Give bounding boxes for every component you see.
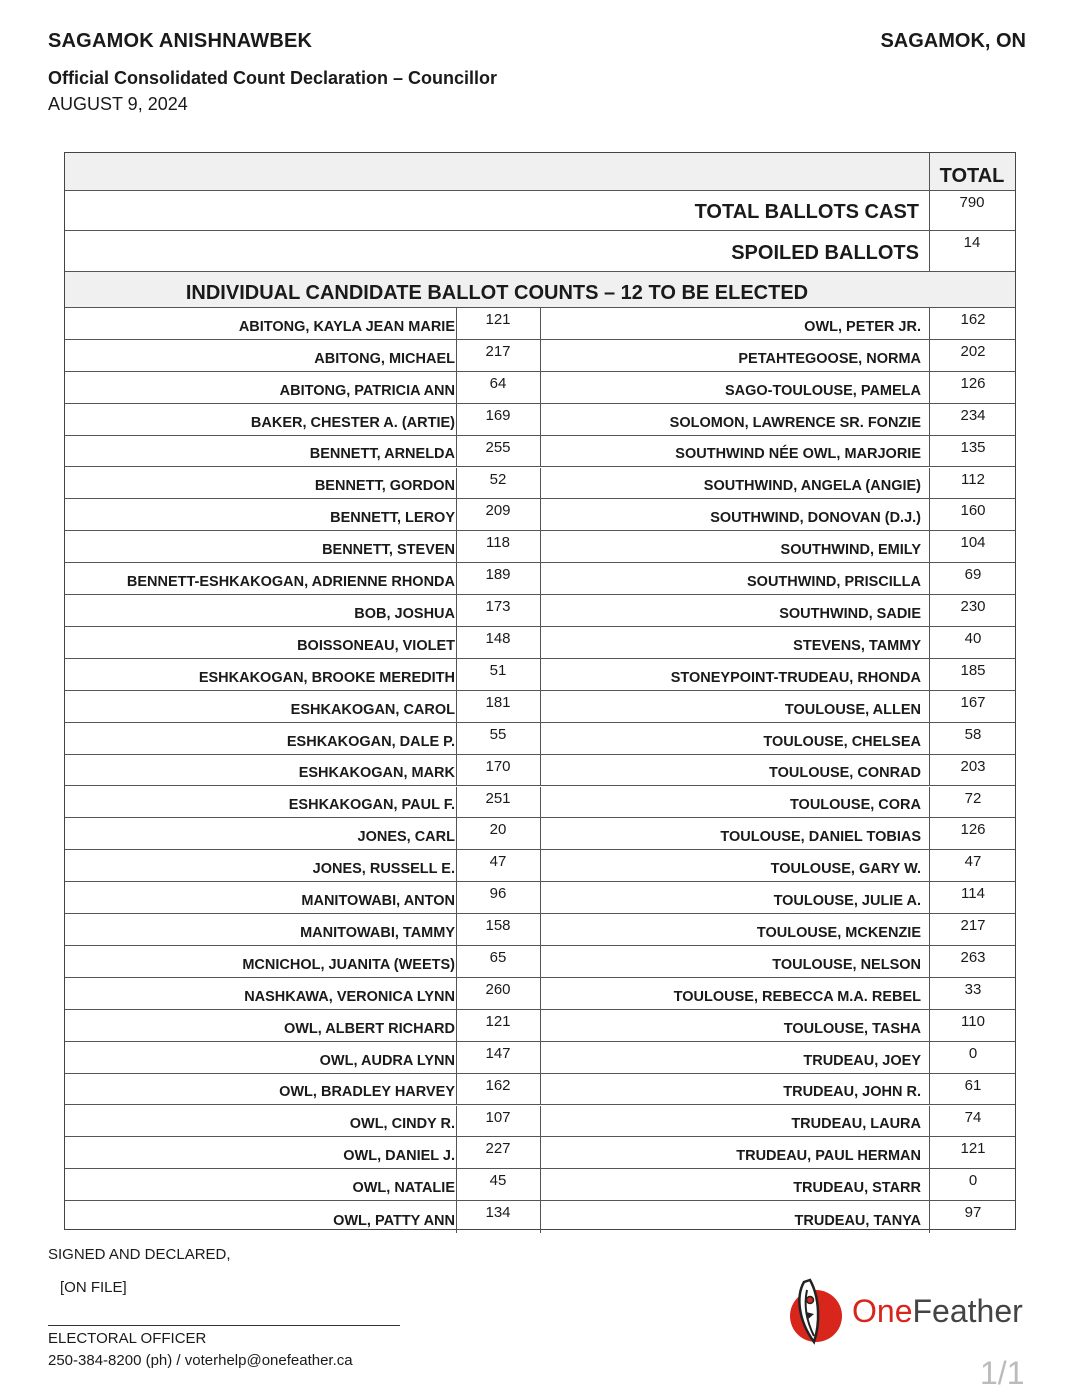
section-title: INDIVIDUAL CANDIDATE BALLOT COUNTS – 12 TO BE ELECTED bbox=[185, 282, 809, 304]
table-row bbox=[65, 914, 1015, 946]
header-location: SAGAMOK, ON bbox=[880, 30, 1026, 52]
candidate-votes: 72 bbox=[964, 789, 982, 807]
table-row bbox=[65, 946, 1015, 978]
table-row bbox=[65, 1074, 1015, 1106]
signed-declared: SIGNED AND DECLARED, bbox=[48, 1246, 231, 1263]
candidate-votes: 263 bbox=[960, 949, 986, 966]
candidate-name: OWL, NATALIE bbox=[352, 1180, 455, 1197]
document-title: Official Consolidated Count Declaration – Councillor bbox=[48, 68, 498, 88]
candidate-name: TOULOUSE, ALLEN bbox=[784, 701, 921, 718]
table-row bbox=[65, 818, 1015, 850]
candidate-name: OWL, CINDY R. bbox=[349, 1116, 455, 1133]
candidate-votes: 230 bbox=[960, 598, 986, 616]
candidate-votes: 118 bbox=[486, 534, 510, 552]
candidate-votes: 227 bbox=[485, 1140, 511, 1158]
candidate-name: SOUTHWIND, EMILY bbox=[780, 542, 921, 559]
candidate-votes: 260 bbox=[485, 980, 511, 998]
candidate-votes: 217 bbox=[960, 917, 986, 935]
candidate-name: OWL, DANIEL J. bbox=[343, 1148, 455, 1165]
candidate-name: ABITONG, KAYLA JEAN MARIE bbox=[238, 318, 455, 335]
candidate-name: BENNETT, LEROY bbox=[330, 510, 455, 527]
candidate-votes: 134 bbox=[485, 1204, 511, 1222]
candidate-votes: 97 bbox=[964, 1204, 982, 1222]
candidate-votes: 148 bbox=[485, 630, 511, 647]
table-row bbox=[65, 1106, 1015, 1138]
candidate-votes: 209 bbox=[485, 502, 511, 520]
candidate-name: TOULOUSE, MCKENZIE bbox=[756, 924, 921, 941]
candidate-votes: 185 bbox=[960, 661, 986, 679]
table-row bbox=[65, 1010, 1015, 1042]
table-row bbox=[65, 723, 1015, 755]
candidate-votes: 121 bbox=[960, 1140, 986, 1158]
candidate-votes: 189 bbox=[485, 566, 511, 584]
candidate-votes: 33 bbox=[964, 980, 982, 998]
candidate-name: NASHKAWA, VERONICA LYNN bbox=[244, 988, 455, 1005]
candidate-name: TRUDEAU, PAUL HERMAN bbox=[736, 1148, 921, 1165]
candidate-name: OWL, ALBERT RICHARD bbox=[283, 1020, 455, 1037]
candidate-name: BAKER, CHESTER A. (ARTIE) bbox=[250, 414, 455, 431]
candidate-name: BENNETT-ESHKAKOGAN, ADRIENNE RHONDA bbox=[126, 574, 455, 591]
table-row bbox=[65, 1137, 1015, 1169]
page-number: 1/1 bbox=[980, 1355, 1025, 1391]
candidate-votes: 255 bbox=[485, 438, 511, 456]
candidate-votes: 169 bbox=[485, 406, 511, 424]
candidate-votes: 96 bbox=[489, 885, 507, 903]
section-title-row bbox=[65, 272, 1015, 308]
candidate-name: SOUTHWIND, DONOVAN (D.J.) bbox=[710, 510, 921, 527]
candidate-votes: 203 bbox=[960, 757, 986, 775]
candidate-name: TOULOUSE, CORA bbox=[789, 797, 921, 814]
results-table bbox=[64, 152, 1016, 1230]
candidate-name: TOULOUSE, JULIE A. bbox=[773, 893, 921, 910]
candidate-name: TRUDEAU, TANYA bbox=[794, 1213, 921, 1230]
table-row bbox=[65, 563, 1015, 595]
candidate-name: TOULOUSE, TASHA bbox=[783, 1020, 921, 1037]
onefeather-logo-text bbox=[852, 1293, 1023, 1330]
candidate-votes: 47 bbox=[489, 853, 507, 871]
candidate-name: SOUTHWIND, PRISCILLA bbox=[747, 574, 921, 591]
candidate-name: STEVENS, TAMMY bbox=[793, 637, 921, 654]
spoiled-ballots-row bbox=[65, 231, 1015, 272]
candidate-votes: 160 bbox=[960, 502, 986, 520]
candidate-name: ESHKAKOGAN, BROOKE MEREDITH bbox=[198, 669, 455, 686]
candidate-votes: 135 bbox=[960, 438, 986, 456]
candidate-name: PETAHTEGOOSE, NORMA bbox=[738, 350, 921, 367]
signature-on-file: [ON FILE] bbox=[60, 1279, 127, 1296]
table-row bbox=[65, 1169, 1015, 1201]
table-row bbox=[65, 531, 1015, 563]
candidate-votes: 121 bbox=[485, 311, 511, 328]
candidate-votes: 74 bbox=[964, 1108, 982, 1126]
candidate-votes: 47 bbox=[964, 853, 982, 871]
table-row bbox=[65, 372, 1015, 404]
candidate-votes: 114 bbox=[961, 885, 985, 903]
candidate-votes: 147 bbox=[485, 1044, 511, 1062]
candidate-votes: 234 bbox=[960, 406, 986, 424]
candidate-name: OWL, BRADLEY HARVEY bbox=[279, 1084, 455, 1101]
table-row bbox=[65, 340, 1015, 372]
candidate-votes: 126 bbox=[960, 374, 986, 392]
candidate-votes: 64 bbox=[489, 374, 507, 392]
candidate-name: ESHKAKOGAN, DALE P. bbox=[286, 733, 455, 750]
candidate-name: STONEYPOINT-TRUDEAU, RHONDA bbox=[670, 669, 921, 686]
candidate-name: BENNETT, ARNELDA bbox=[309, 446, 455, 463]
candidate-name: OWL, PATTY ANN bbox=[333, 1213, 455, 1230]
candidate-votes: 126 bbox=[960, 821, 986, 839]
candidate-name: MCNICHOL, JUANITA (WEETS) bbox=[242, 956, 455, 973]
candidate-votes: 162 bbox=[960, 311, 986, 328]
candidate-votes: 20 bbox=[489, 821, 507, 839]
header-organization: SAGAMOK ANISHNAWBEK bbox=[48, 30, 313, 52]
candidate-votes: 173 bbox=[485, 598, 511, 616]
total-ballots-label: TOTAL BALLOTS CAST bbox=[694, 201, 919, 223]
table-header-row bbox=[65, 153, 1015, 191]
candidate-votes: 45 bbox=[489, 1172, 507, 1190]
candidate-name: TOULOUSE, DANIEL TOBIAS bbox=[720, 829, 921, 846]
total-ballots-value: 790 bbox=[959, 194, 985, 211]
table-row bbox=[65, 308, 1015, 340]
candidate-votes: 52 bbox=[489, 470, 507, 488]
candidate-name: SOUTHWIND NÉE OWL, MARJORIE bbox=[675, 446, 921, 463]
table-row bbox=[65, 787, 1015, 819]
candidate-name: TRUDEAU, JOEY bbox=[803, 1052, 921, 1069]
candidate-name: BOB, JOSHUA bbox=[354, 605, 455, 622]
logo-one-text: One bbox=[852, 1293, 913, 1329]
candidate-votes: 162 bbox=[485, 1076, 511, 1094]
candidate-name: SAGO-TOULOUSE, PAMELA bbox=[724, 382, 921, 399]
candidate-votes: 58 bbox=[964, 725, 982, 743]
candidate-votes: 51 bbox=[489, 661, 507, 679]
candidate-votes: 251 bbox=[485, 789, 511, 807]
document-date: AUGUST 9, 2024 bbox=[48, 94, 188, 114]
signature-line bbox=[48, 1325, 400, 1326]
candidate-votes: 69 bbox=[964, 566, 982, 584]
table-row bbox=[65, 468, 1015, 500]
candidate-name: MANITOWABI, ANTON bbox=[301, 893, 455, 910]
candidate-votes: 61 bbox=[964, 1076, 982, 1094]
table-row bbox=[65, 882, 1015, 914]
table-row bbox=[65, 1042, 1015, 1074]
table-row bbox=[65, 850, 1015, 882]
total-column-header: TOTAL bbox=[939, 165, 1005, 187]
table-row bbox=[65, 595, 1015, 627]
candidate-name: BENNETT, STEVEN bbox=[322, 542, 455, 559]
candidate-votes: 170 bbox=[485, 757, 511, 775]
candidate-votes: 0 bbox=[968, 1172, 978, 1190]
candidate-name: TRUDEAU, STARR bbox=[793, 1180, 921, 1197]
candidate-name: ABITONG, PATRICIA ANN bbox=[279, 382, 455, 399]
candidate-name: SOUTHWIND, SADIE bbox=[779, 605, 921, 622]
candidate-votes: 167 bbox=[960, 693, 986, 711]
candidate-name: TOULOUSE, CHELSEA bbox=[763, 733, 921, 750]
candidate-name: ESHKAKOGAN, PAUL F. bbox=[288, 797, 455, 814]
table-row bbox=[65, 436, 1015, 468]
candidate-votes: 217 bbox=[485, 342, 511, 360]
candidate-votes: 112 bbox=[961, 470, 985, 488]
candidate-name: OWL, PETER JR. bbox=[804, 318, 921, 335]
candidate-name: ESHKAKOGAN, MARK bbox=[298, 765, 455, 782]
candidate-name: SOUTHWIND, ANGELA (ANGIE) bbox=[703, 478, 921, 495]
candidate-votes: 40 bbox=[964, 630, 982, 647]
candidate-votes: 55 bbox=[489, 725, 507, 743]
candidate-name: OWL, AUDRA LYNN bbox=[319, 1052, 455, 1069]
candidate-name: TOULOUSE, CONRAD bbox=[769, 765, 921, 782]
spoiled-ballots-label: SPOILED BALLOTS bbox=[731, 242, 919, 264]
spoiled-ballots-value: 14 bbox=[963, 234, 981, 251]
candidate-name: TOULOUSE, GARY W. bbox=[770, 861, 921, 878]
table-row bbox=[65, 627, 1015, 659]
candidate-name: ESHKAKOGAN, CAROL bbox=[290, 701, 455, 718]
table-row bbox=[65, 404, 1015, 436]
candidate-votes: 107 bbox=[485, 1108, 511, 1126]
candidate-votes: 0 bbox=[968, 1044, 978, 1062]
logo-feather-text: Feather bbox=[912, 1293, 1023, 1329]
candidate-name: BENNETT, GORDON bbox=[314, 478, 455, 495]
electoral-officer-label: ELECTORAL OFFICER bbox=[48, 1330, 207, 1347]
candidate-votes: 65 bbox=[489, 949, 507, 966]
candidate-name: SOLOMON, LAWRENCE SR. FONZIE bbox=[669, 414, 921, 431]
candidate-name: MANITOWABI, TAMMY bbox=[300, 924, 455, 941]
candidate-name: ABITONG, MICHAEL bbox=[314, 350, 455, 367]
candidate-votes: 104 bbox=[960, 534, 986, 552]
feather-icon bbox=[786, 1276, 844, 1346]
candidate-votes: 121 bbox=[485, 1012, 511, 1030]
table-row bbox=[65, 659, 1015, 691]
table-row bbox=[65, 755, 1015, 787]
candidate-votes: 181 bbox=[485, 693, 511, 711]
candidate-name: TRUDEAU, JOHN R. bbox=[783, 1084, 921, 1101]
contact-info: 250-384-8200 (ph) / voterhelp@onefeather.ca bbox=[48, 1352, 353, 1369]
table-row bbox=[65, 1201, 1015, 1233]
candidate-name: JONES, RUSSELL E. bbox=[312, 861, 455, 878]
candidate-votes: 110 bbox=[961, 1012, 985, 1030]
table-row bbox=[65, 499, 1015, 531]
table-row bbox=[65, 978, 1015, 1010]
candidate-name: TOULOUSE, NELSON bbox=[772, 956, 921, 973]
candidate-name: TRUDEAU, LAURA bbox=[791, 1116, 921, 1133]
candidate-name: JONES, CARL bbox=[357, 829, 455, 846]
candidate-name: BOISSONEAU, VIOLET bbox=[297, 637, 455, 654]
candidate-votes: 158 bbox=[485, 917, 511, 935]
candidate-name: TOULOUSE, REBECCA M.A. REBEL bbox=[673, 988, 921, 1005]
total-ballots-row bbox=[65, 191, 1015, 231]
candidate-votes: 202 bbox=[960, 342, 986, 360]
table-row bbox=[65, 691, 1015, 723]
